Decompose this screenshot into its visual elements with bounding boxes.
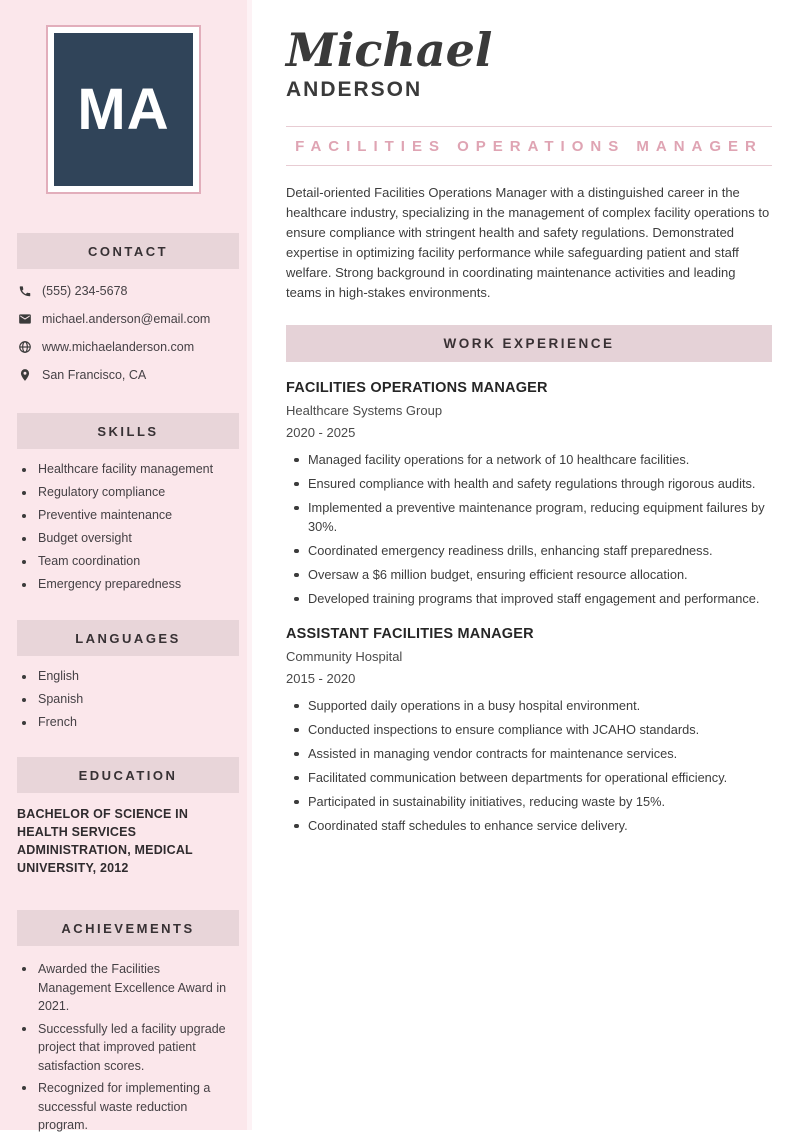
languages-list	[0, 670, 247, 729]
sidebar	[0, 0, 252, 1130]
skill-item: Emergency preparedness	[38, 578, 234, 591]
contact-section-header	[17, 233, 239, 269]
skill-item: Healthcare facility management	[38, 463, 234, 476]
globe-icon	[18, 340, 32, 354]
summary-paragraph: Detail-oriented Facilities Operations Manager with a distinguished career in the healthcare industry, specializing in the management of complex facility operations to ensure compliance with stringent health and safety regulations. Demonstrated expertise in optimizing facility performance while safeguarding patient and staff welfare. Strong background in coordinating maintenance activities and leading teams in high-stakes environments.	[286, 185, 770, 300]
job-entry	[286, 626, 772, 835]
contact-phone: (555) 234-5678	[42, 284, 128, 298]
job-company: Community Hospital	[286, 649, 403, 664]
job-title: ASSISTANT FACILITIES MANAGER	[286, 626, 534, 642]
achievement-item: Awarded the Facilities Management Excellence Award in 2021.	[38, 960, 234, 1016]
languages-section-title: LANGUAGES	[75, 630, 181, 646]
language-item: French	[38, 716, 234, 729]
job-entry	[286, 380, 772, 608]
job-bullet: Participated in sustainability initiatives, reducing waste by 15%.	[308, 792, 772, 811]
achievements-section-title: ACHIEVEMENTS	[61, 920, 195, 936]
achievements-list	[0, 960, 247, 1135]
skills-list	[0, 463, 247, 591]
job-bullet: Implemented a preventive maintenance program, reducing equipment failures by 30%.	[308, 498, 772, 536]
job-bullet: Ensured compliance with health and safety regulations through rigorous audits.	[308, 474, 772, 493]
education-degree: BACHELOR OF SCIENCE IN HEALTH SERVICES ADMINISTRATION, MEDICAL UNIVERSITY, 2012	[17, 807, 193, 875]
work-experience-section-title: WORK EXPERIENCE	[443, 336, 615, 351]
page-title: FACILITIES OPERATIONS MANAGER	[295, 138, 763, 155]
job-bullet: Coordinated staff schedules to enhance service delivery.	[308, 816, 772, 835]
work-experience-section-header	[286, 325, 772, 362]
contact-row-location	[18, 368, 247, 382]
job-bullet: Oversaw a $6 million budget, ensuring efficient resource allocation.	[308, 565, 772, 584]
contact-row-phone	[18, 284, 247, 298]
contact-list	[18, 284, 247, 382]
last-name: ANDERSON	[286, 78, 423, 101]
skill-item: Regulatory compliance	[38, 486, 234, 499]
skill-item: Team coordination	[38, 555, 234, 568]
job-dates: 2015 - 2020	[286, 671, 356, 686]
skill-item: Preventive maintenance	[38, 509, 234, 522]
job-dates: 2020 - 2025	[286, 425, 356, 440]
job-bullet: Facilitated communication between departments for operational efficiency.	[308, 768, 772, 787]
job-bullet-list	[286, 450, 772, 608]
language-item: Spanish	[38, 693, 234, 706]
monogram: MA	[54, 33, 193, 186]
skills-section-header	[17, 413, 239, 449]
job-bullet: Developed training programs that improved staff engagement and performance.	[308, 589, 772, 608]
contact-row-website	[18, 340, 247, 354]
monogram-frame	[46, 25, 201, 194]
phone-icon	[18, 284, 32, 298]
achievement-item: Recognized for implementing a successful waste reduction program.	[38, 1079, 234, 1135]
resume-main	[286, 0, 772, 840]
job-bullet: Conducted inspections to ensure compliance with JCAHO standards.	[308, 720, 772, 739]
email-icon	[18, 312, 32, 326]
location-icon	[18, 368, 32, 382]
divider-line	[286, 165, 772, 166]
contact-email: michael.anderson@email.com	[42, 312, 211, 326]
skill-item: Budget oversight	[38, 532, 234, 545]
job-bullet: Coordinated emergency readiness drills, enhancing staff preparedness.	[308, 541, 772, 560]
achievement-item: Successfully led a facility upgrade project that improved patient satisfaction scores.	[38, 1020, 234, 1076]
job-title: FACILITIES OPERATIONS MANAGER	[286, 380, 548, 396]
contact-section-title: CONTACT	[87, 243, 169, 259]
achievements-section-header	[17, 910, 239, 946]
job-company: Healthcare Systems Group	[286, 403, 443, 418]
education-section-header	[17, 757, 239, 793]
language-item: English	[38, 670, 234, 683]
job-bullet: Supported daily operations in a busy hospital environment.	[308, 696, 772, 715]
languages-section-header	[17, 620, 239, 656]
contact-website: www.michaelanderson.com	[42, 340, 195, 354]
job-bullet-list	[286, 696, 772, 835]
first-name: Michael	[286, 23, 493, 77]
skills-section-title: SKILLS	[97, 423, 159, 439]
education-section-title: EDUCATION	[78, 767, 178, 783]
contact-row-email	[18, 312, 247, 326]
job-bullet: Managed facility operations for a network of 10 healthcare facilities.	[308, 450, 772, 469]
contact-location: San Francisco, CA	[42, 368, 147, 382]
job-bullet: Assisted in managing vendor contracts for maintenance services.	[308, 744, 772, 763]
